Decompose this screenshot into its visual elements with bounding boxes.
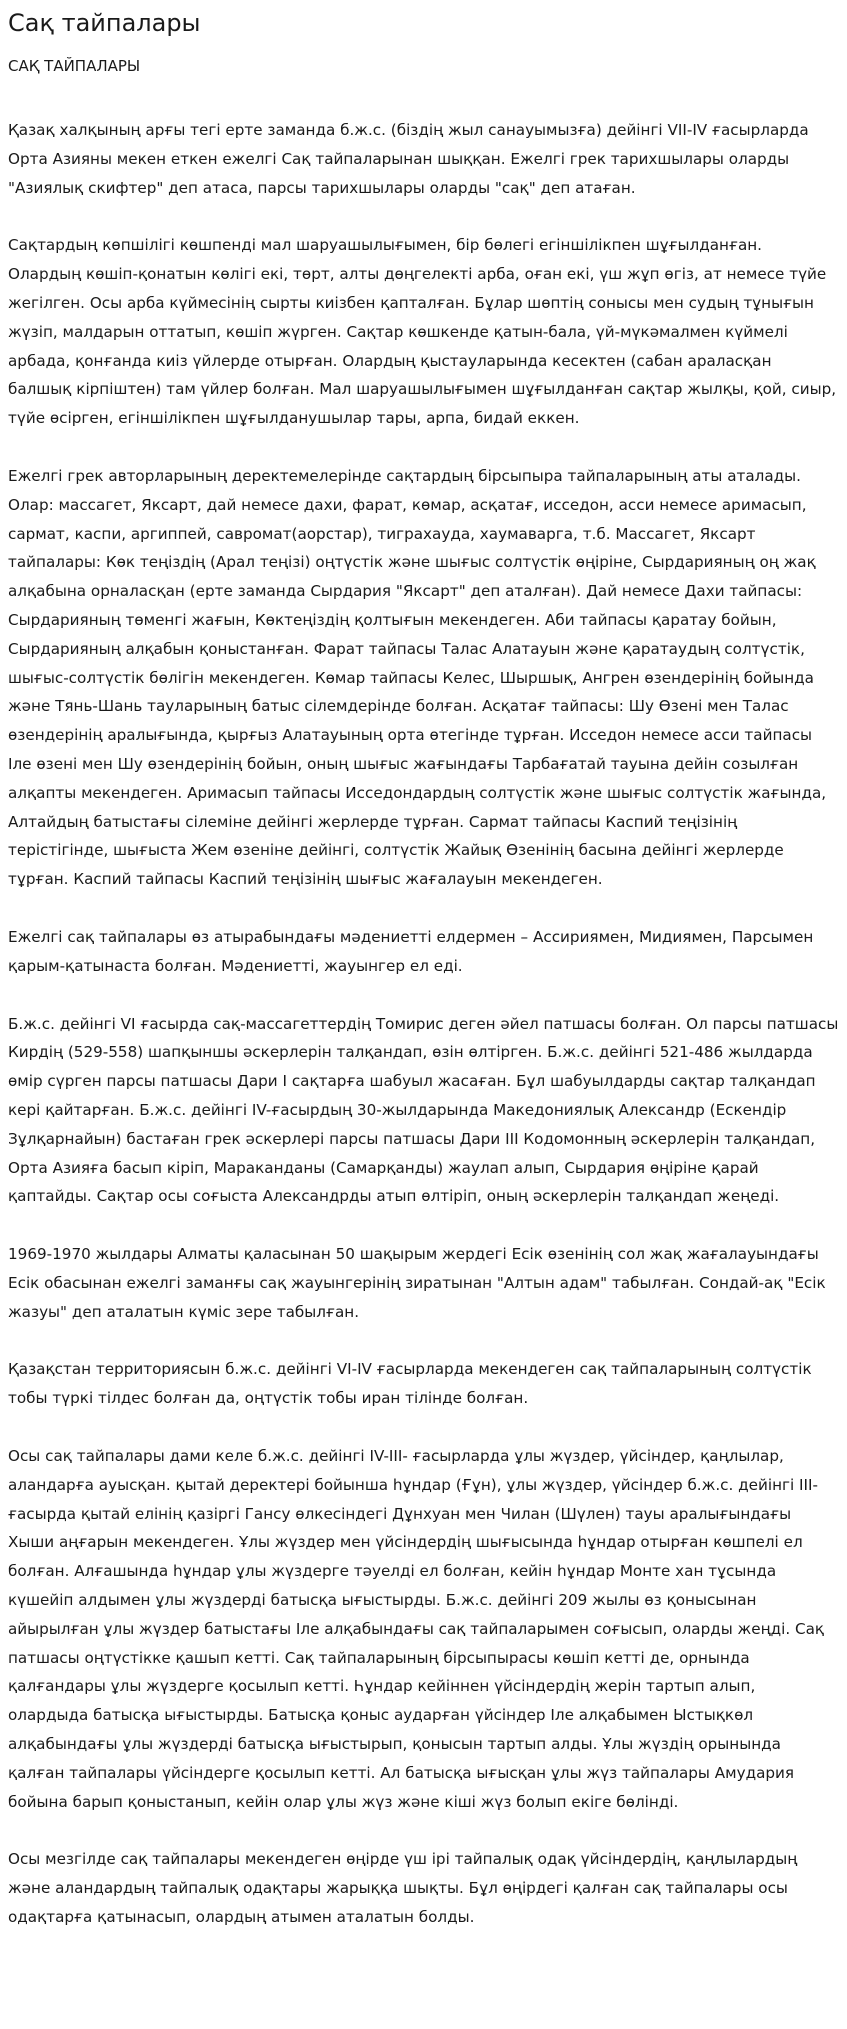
article-subtitle: САҚ ТАЙПАЛАРЫ xyxy=(8,57,141,75)
paragraph-relations: Ежелгі сақ тайпалары өз атырабындағы мәдениетті елдермен – Ассириямен, Мидиямен, Парсымен қарым-қатынаста болған. Мәдениетті, жауынгер ел еді. xyxy=(8,927,814,975)
paragraph-golden-man: 1969-1970 жылдары Алматы қаласынан 50 шақырым жердегі Есік өзенінің сол жақ жағалауындағы Есік обасынан ежелгі заманғы сақ жауынгерінің зиратынан "Алтын адам" табылған. Сондай-ақ "Есік жазуы" деп аталатын күміс зере табылған. xyxy=(8,1245,826,1321)
paragraph-wars: Б.ж.с. дейінгі VI ғасырда сақ-массагеттердің Томирис деген әйел патшасы болған. Ол парсы патшасы Кирдің (529-558) шапқыншы әскерлерін талқандап, өзін өлтірген. Б.ж.с. дейінгі 521-486 жылдарда өмір сүрген парсы патшасы Дари І сақтарға шабуыл жасаған. Бұл шабуылдарды сақтар талқандап кері қайтарған. Б.ж.с. дейінгі IV-ғасырдың 30-жылдарында Македониялық Александр (Ескендір Зұлқарнайын) бастаған грек әскерлері парсы патшасы Дари ІІІ Кодомонның әскерлерін талқандап, Орта Азияға басып кіріп, Мараканданы (Самарқанды) жаулап алып, Сырдария өңіріне қарай қаптайды. Сақтар осы соғыста Александрды атып өлтіріп, оның әскерлерін талқандап жеңеді. xyxy=(8,1014,839,1206)
paragraph-unions: Осы мезгілде сақ тайпалары мекендеген өңірде үш ірі тайпалық одақ үйсіндердің, қаңлылардың және аландардың тайпалық одақтары жарыққа шықты. Бұл өңірдегі қалған сақ тайпалары осы одақтарға қатынасып, олардың атымен аталатын болды. xyxy=(8,1850,798,1927)
page-title: Сақ тайпалары xyxy=(8,9,201,37)
paragraph-languages: Қазақстан территориясын б.ж.с. дейінгі VI-IV ғасырларда мекендеген сақ тайпаларының солтүстік тобы түркі тілдес болған да, оңтүстік тобы иран тілінде болған. xyxy=(8,1360,812,1408)
paragraph-origin: Қазақ халқының арғы тегі ерте заманда б.ж.с. (біздің жыл санауымызға) дейінгі VII-IV ғасырларда Орта Азияны мекен еткен ежелгі Сақ тайпаларынан шыққан. Ежелгі грек тарихшылары оларды "Азиялық скифтер" деп атаса, парсы тарихшылары оларды "сақ" деп атаған. xyxy=(8,121,809,197)
paragraph-migrations: Осы сақ тайпалары дами келе б.ж.с. дейінгі IV-III- ғасырларда ұлы жүздер, үйсіндер, қаңлылар, аландарға ауысқан. қытай деректері бойынша һұндар (Ғұн), ұлы жүздер, үйсіндер б.ж.с. дейінгі III-ғасырда қытай елінің қазіргі Гансу өлкесіндегі Дұнхуан мен Чилан (Шүлен) тауы аралығындағы Хыши аңғарын мекендеген. Ұлы жүздер мен үйсіндердің шығысында һұндар отырған көшпелі ел болған. Алғашында һұндар ұлы жүздерге тәуелді ел болған, кейін һұндар Монте хан тұсында күшейіп алдымен ұлы жүздерді батысқа ығыстырды. Б.ж.с. дейінгі 209 жылы өз қонысынан айырылған ұлы жүздер батыстағы Іле алқабындағы сақ тайпаларымен соғысып, оларды жеңді. Сақ патшасы оңтүстікке қашып кетті. Сақ тайпаларының бірсыпырасы көшіп кетті де, орнында қалғандары ұлы жүздерге қосылып кетті. Һұндар кейіннен үйсіндердің жерін тартып алып, олардыда батысқа ығыстырды. Батысқа қоныс аударған үйсіндер Іле алқабымен Ыстықкөл алқабындағы ұлы жүздерді батысқа ығыстырып, қонысын тартып алды. Ұлы жүздің орынында қалған тайпалары үйсіндерге қосылып кетті. Ал батысқа ығысқан ұлы жүз тайпалары Амудария бойына барып қоныстанып, кейін олар ұлы жүз және кіші жүз болып екіге бөлінді. xyxy=(8,1447,825,1811)
paragraph-lifestyle: Сақтардың көпшілігі көшпенді мал шаруашылығымен, бір бөлегі егіншілікпен шұғылданған. Олардың көшіп-қонатын көлігі екі, төрт, алты дөңгелекті арба, оған екі, үш жұп өгіз, ат немесе түйе жегілген. Осы арба күймесінің сырты киізбен қапталған. Бұлар шөптің сонысы мен судың тұнығын жүзіп, малдарын оттатып, көшіп жүрген. Сақтар көшкенде қатын-бала, үй-мүкәмалмен күймелі арбада, қонғанда киіз үйлерде отырған. Олардың қыстауларында кесектен (сабан араласқан балшық кірпіштен) там үйлер болған. Мал шаруашылығымен шұғылданған сақтар жылқы, қой, сиыр, түйе өсірген, егіншілікпен шұғылданушылар тары, арпа, бидай еккен. xyxy=(8,236,837,428)
paragraph-tribes: Ежелгі грек авторларының деректемелерінде сақтардың бірсыпыра тайпаларының аты аталады. Олар: массагет, Яксарт, дай немесе дахи, фарат, көмар, асқатағ, исседон, асси немесе аримасып, сармат, каспи, аргиппей, савромат(аорстар), тиграхауда, хаумаварга, т.б. Массагет, Яксарт тайпалары: Көк теңіздің (Арал теңізі) оңтүстік және шығыс солтүстік өңіріне, Сырдарияның оң жақ алқабына орналасқан (ерте заманда Сырдария "Яксарт" деп аталған). Дай немесе Дахи тайпасы: Сырдарияның төменгі жағын, Көктеңіздің қолтығын мекендеген. Аби тайпасы қаратау бойын, Сырдарияның алқабын қоныстанған. Фарат тайпасы Талас Алатауын және қаратаудың солтүстік, шығыс-солтүстік бөлігін мекендеген. Көмар тайпасы Келес, Шыршық, Ангрен өзендерінің бойында және Тянь-Шань тауларының батыс сілемдерінде болған. Асқатағ тайпасы: Шу Өзені мен Талас өзендерінің аралығында, қырғыз Алатауының орта өтегінде тұрған. Исседон немесе асси тайпасы Іле өзені мен Шу өзендерінің бойын, оның шығыс жағындағы Тарбағатай тауына дейін созылған алқапты мекендеген. Аримасып тайпасы Исседондардың солтүстік және шығыс солтүстік жағында, Алтайдың батыстағы сілеміне дейінгі жерлерде тұрған. Сармат тайпасы Каспий теңізінің терістігінде, шығыста Жем өзеніне дейінгі, солтүстік Жайық Өзенінің басына дейінгі жерлерде тұрған. Каспий тайпасы Каспий теңізінің шығыс жағалауын мекендеген. xyxy=(8,466,827,889)
